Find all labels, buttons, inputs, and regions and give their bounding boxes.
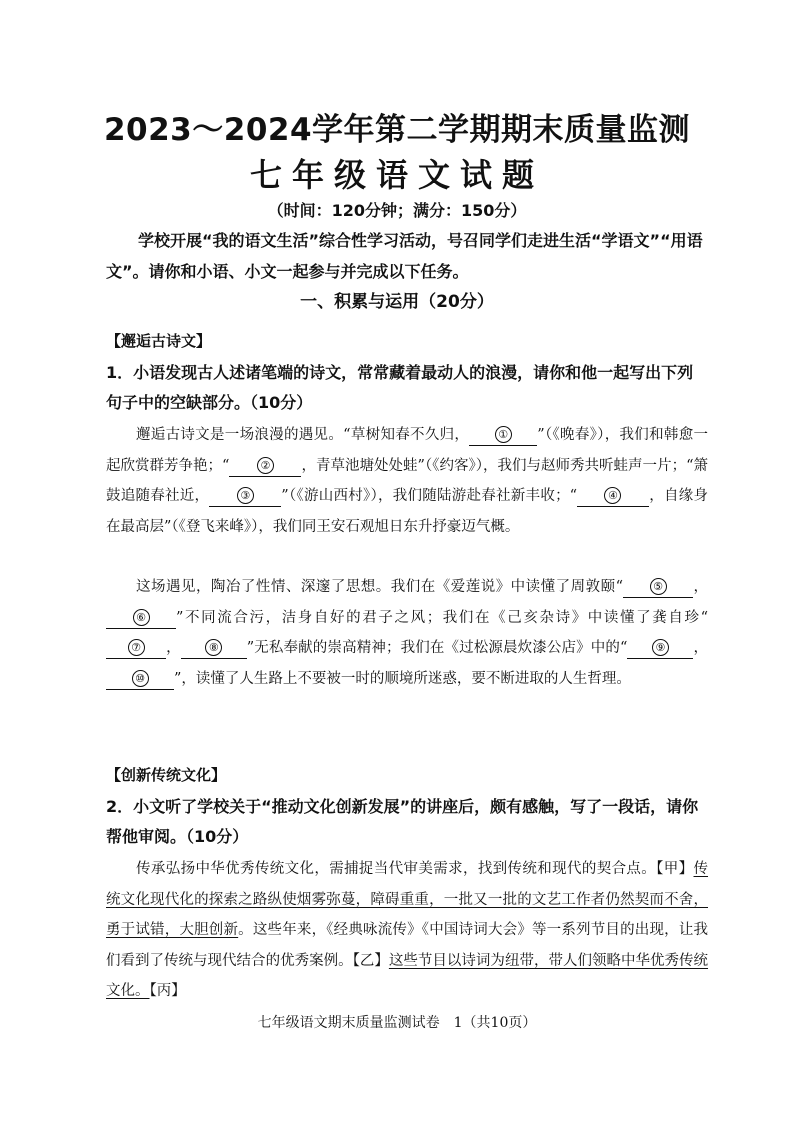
blank-number: ① (495, 426, 512, 443)
blank-number: ⑨ (652, 639, 669, 656)
question-1-paragraph-2 (106, 572, 708, 694)
question-2: 2．小文听了学校关于“推动文化创新发展”的讲座后，颇有感触，写了一段话，请你帮他审阅。（10分） (106, 797, 699, 846)
q1-text: ， (693, 640, 709, 656)
q1-text: ”无私奉献的崇高精神；我们在《过松源晨炊漆公店》中的“ (246, 640, 628, 656)
underlined-sentence-yi: 这些节目以诗词为纽带，带人们领略中华优秀传统文化。 (106, 952, 709, 999)
blank-4[interactable] (577, 486, 649, 507)
q1-text: ，青草池塘处处蛙”（《约客》），我们与赵师秀共听蛙声一片；“箫鼓追随春社近， (106, 457, 708, 504)
section-heading: 一、积累与运用（20分） (300, 292, 494, 312)
q1-text: 这场遇见，陶冶了性情、深邃了思想。我们在《爱莲说》中读懂了周敦颐“ (136, 579, 624, 595)
marker-jia: 【甲】 (656, 861, 694, 877)
blank-7[interactable] (106, 638, 166, 659)
blank-6[interactable] (106, 608, 176, 629)
question-2-paragraph (106, 854, 708, 1007)
q1-text: ”（《游山西村》），我们随陆游赴春社新丰收；“ (281, 488, 577, 504)
blank-number: ⑦ (128, 639, 145, 656)
blank-number: ⑧ (205, 639, 222, 656)
q1-text: ，自缘身在最高层”（《登飞来峰》），我们同王安石观旭日东升抒豪迈气概。 (106, 488, 709, 535)
blank-number: ② (257, 457, 274, 474)
part1-tag: 【邂逅古诗文】 (106, 332, 212, 350)
q2-text: 。这些年来，《经典咏流传》《中国诗词大会》等一系列节目的出现，让我们看到了传统与现代结合的优秀案例。 (106, 922, 709, 969)
underlined-sentence-jia: 传统文化现代化的探索之路纵使烟雾弥蔓，障碍重重，一批又一批的文艺工作者仍然契而不舍，勇于试错，大胆创新 (106, 861, 709, 938)
page-footer: 七年级语文期末质量监测试卷 1（共10页） (257, 1015, 537, 1031)
intro-text: 学校开展“我的语文生活”综合性学习活动，号召同学们走进生活“学语文”“用语文”。请你和小语、小文一起参与并完成以下任务。 (106, 231, 703, 281)
q1-text: ”不同流合污，洁身自好的君子之风；我们在《己亥杂诗》中读懂了龚自珍“ (176, 609, 708, 626)
time-info: （时间：120分钟；满分：150分） (267, 201, 527, 220)
q1-text: ， (166, 640, 181, 656)
blank-number: ③ (237, 487, 254, 504)
blank-1[interactable] (469, 425, 537, 446)
exam-subtitle: 七年级语文试题 (249, 156, 544, 194)
marker-bing: 【丙】 (149, 983, 186, 999)
q1-text: ， (693, 579, 709, 595)
exam-title: 2023～2024学年第二学期期末质量监测 (103, 112, 691, 148)
marker-yi: 【乙】 (352, 952, 389, 969)
q2-text: 传承弘扬中华优秀传统文化，需捕捉当代审美需求，找到传统和现代的契合点。 (136, 861, 657, 877)
blank-5[interactable] (623, 577, 693, 598)
blank-3[interactable] (209, 486, 281, 507)
question-1-paragraph-1 (106, 420, 708, 542)
blank-number: ⑩ (132, 670, 149, 687)
blank-2[interactable] (229, 456, 301, 477)
blank-number: ⑤ (650, 578, 667, 595)
question-1: 1．小语发现古人述诸笔端的诗文，常常藏着最动人的浪漫，请你和他一起写出下列句子中的空缺部分。（10分） (106, 363, 694, 412)
blank-9[interactable] (627, 638, 693, 659)
q1-text: ”，读懂了人生路上不要被一时的顺境所迷惑，要不断进取的人生哲理。 (174, 670, 631, 687)
q1-text: ”（《晚春》），我们和韩愈一起欣赏群芳争艳；“ (106, 427, 708, 474)
q1-text: 邂逅古诗文是一场浪漫的遇见。“草树知春不久归， (136, 427, 470, 443)
blank-number: ⑥ (133, 609, 150, 626)
part2-tag: 【创新传统文化】 (106, 766, 227, 784)
blank-number: ④ (604, 487, 621, 504)
blank-8[interactable] (181, 638, 247, 659)
blank-10[interactable] (106, 669, 174, 690)
